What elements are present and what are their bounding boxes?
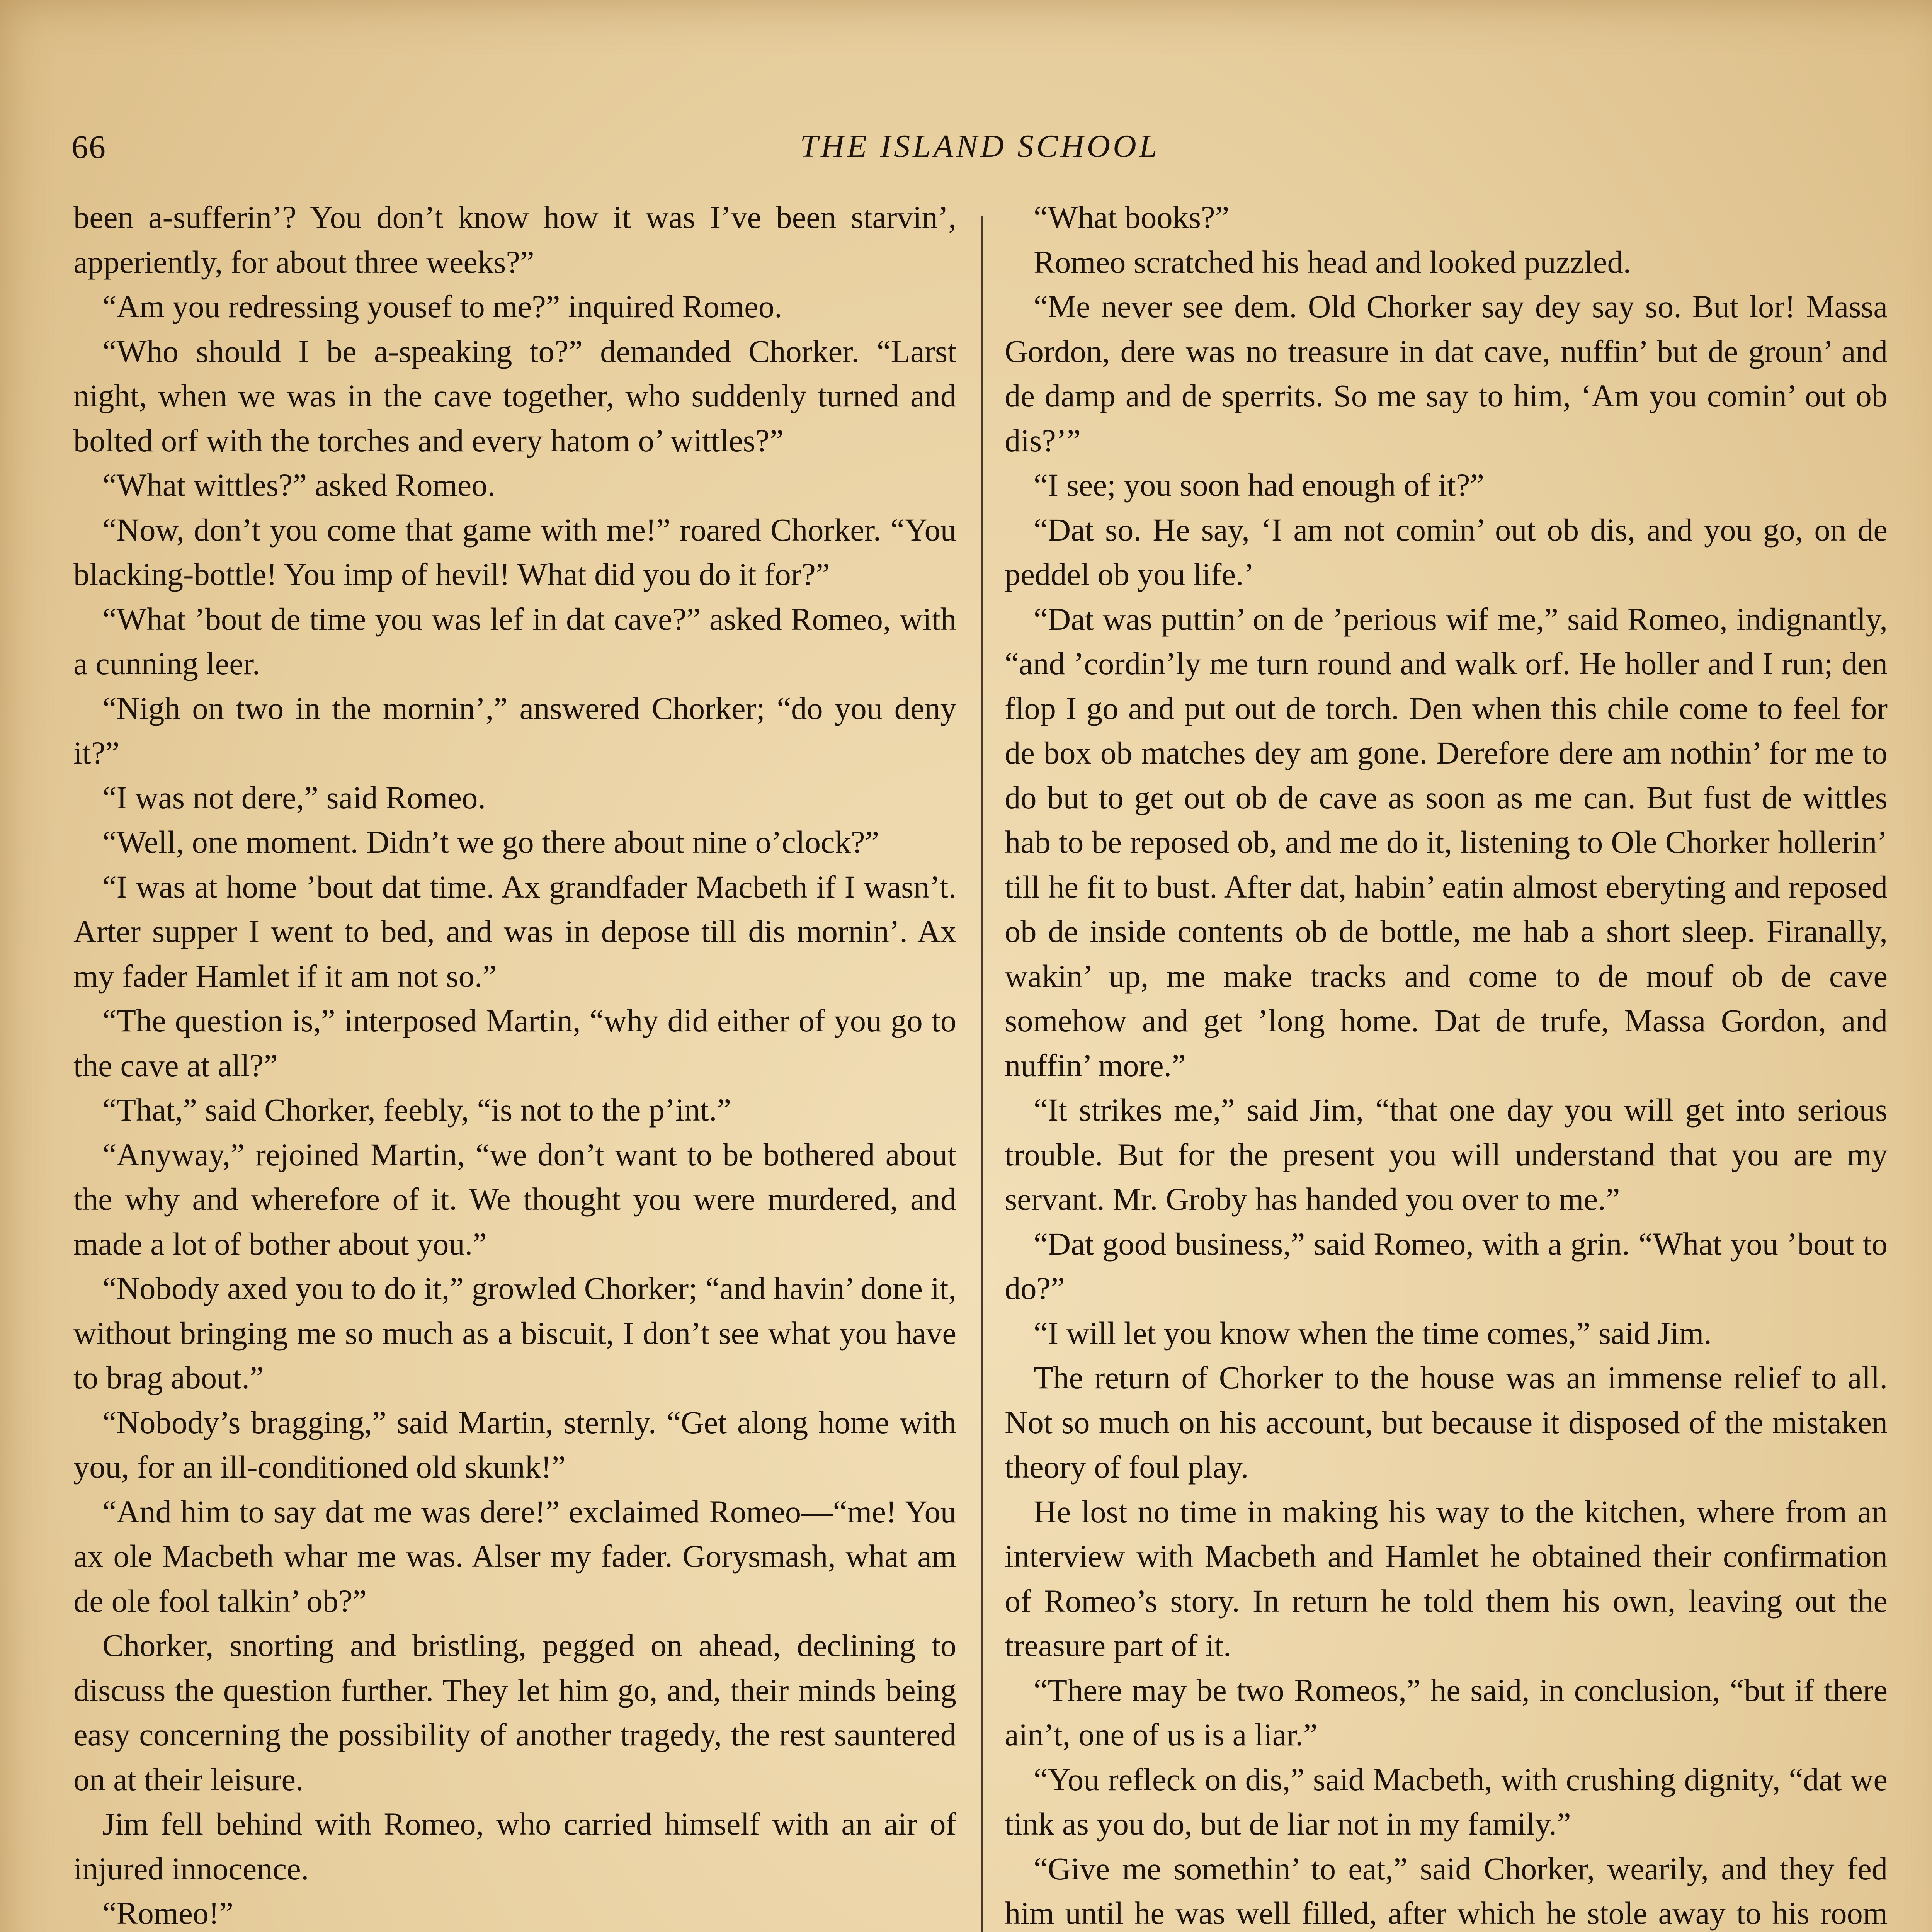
paragraph: “What books?” xyxy=(1034,199,1230,235)
paragraph: He lost no time in making his way to the kitchen, where from an interview with Macbeth and Hamlet he obtained their confirmation of Romeo’s story. In return he told them his own, leaving out the treasure part of it. xyxy=(1005,1493,1888,1663)
paragraph: Chorker, snorting and bristling, pegged on ahead, declining to discuss the question further. They let him go, and, their minds being easy concerning the possibility of another tragedy, the rest sauntered on at their leisure. xyxy=(73,1628,956,1797)
paragraph: The return of Chorker to the house was an immense relief to all. Not so much on his account, but because it disposed of the mistaken theory of foul play. xyxy=(1005,1360,1888,1485)
paragraph: “The question is,” interposed Martin, “why did either of you go to the cave at all?” xyxy=(73,1003,956,1083)
paragraph: “What wittles?” asked Romeo. xyxy=(102,467,496,503)
paragraph: “I was at home ’bout dat time. Ax grandfader Macbeth if I wasn’t. Arter supper I went to bed, and was in depose till dis mornin’. Ax my fader Hamlet if it am not so.” xyxy=(73,869,956,994)
paragraph: “Nigh on two in the mornin’,” answered Chorker; “do you deny it?” xyxy=(73,690,956,770)
paragraph: “What ’bout de time you was lef in dat cave?” asked Romeo, with a cunning leer. xyxy=(73,601,956,681)
paragraph: been a-sufferin’? You don’t know how it was I’ve been starvin’, apperiently, for about three weeks?” xyxy=(73,199,956,280)
paragraph: “Dat so. He say, ‘I am not comin’ out ob dis, and you go, on de peddel ob you life.’ xyxy=(1005,512,1888,592)
paragraph: “Romeo!” xyxy=(102,1895,234,1931)
paragraph: “Well, one moment. Didn’t we go there about nine o’clock?” xyxy=(102,824,879,860)
page-number: 66 xyxy=(71,128,106,165)
paragraph: “It strikes me,” said Jim, “that one day you will get into serious trouble. But for the present you will understand that you are my servant. Mr. Groby has handed you over to me.” xyxy=(1005,1092,1888,1217)
left-text-column xyxy=(73,195,956,1932)
paragraph: “That,” said Chorker, feebly, “is not to the p’int.” xyxy=(102,1092,731,1128)
paragraph: “Nobody axed you to do it,” growled Chorker; “and havin’ done it, without bringing me so much as a biscuit, I don’t see what you have to brag about.” xyxy=(73,1270,956,1395)
paragraph: “Who should I be a-speaking to?” demanded Chorker. “Larst night, when we was in the cave together, who suddenly turned and bolted orf with the torches and every hatom o’ wittles?” xyxy=(73,333,956,458)
running-title: THE ISLAND SCHOOL xyxy=(800,128,1160,164)
paragraph: “I see; you soon had enough of it?” xyxy=(1034,467,1485,503)
paragraph: “Dat good business,” said Romeo, with a grin. “What you ’bout to do?” xyxy=(1005,1226,1888,1306)
paragraph: “Me never see dem. Old Chorker say dey say so. But lor! Massa Gordon, dere was no treasure in dat cave, nuffin’ but de groun’ and de damp and de sperrits. So me say to him, ‘Am you comin’ out ob dis?’” xyxy=(1005,289,1888,458)
paragraph: “I will let you know when the time comes,” said Jim. xyxy=(1034,1315,1712,1351)
right-text-column xyxy=(1005,195,1888,1932)
paragraph: “There may be two Romeos,” he said, in conclusion, “but if there ain’t, one of us is a liar.” xyxy=(1005,1672,1888,1752)
column-divider xyxy=(981,216,983,1932)
paragraph: “Am you redressing yousef to me?” inquired Romeo. xyxy=(102,289,782,324)
paragraph: “Nobody’s bragging,” said Martin, sternly. “Get along home with you, for an ill-conditioned old skunk!” xyxy=(73,1404,956,1485)
paragraph: “Now, don’t you come that game with me!” roared Chorker. “You blacking-bottle! You imp of hevil! What did you do it for?” xyxy=(73,512,956,592)
paragraph: “I was not dere,” said Romeo. xyxy=(102,779,486,815)
paragraph: “Dat was puttin’ on de ’perious wif me,” said Romeo, indignantly, “and ’cordin’ly me turn round and walk orf. He holler and I run; den flop I go and put out de torch. Den when this chile come to feel for de box ob matches dey am gone. Derefore dere am nothin’ for me to do but to get out ob de cave as soon as me can. But fust de wittles hab to be reposed ob, and me do it, listening to Ole Chorker hollerin’ till he fit to bust. After dat, habin’ eatin almost eberyting and reposed ob de inside contents ob de bottle, me hab a short sleep. Firanally, wakin’ up, me make tracks and come to de mouf ob de cave somehow and get ’long home. Dat de trufe, Massa Gordon, and nuffin’ more.” xyxy=(1005,601,1888,1083)
paragraph: Romeo scratched his head and looked puzzled. xyxy=(1034,244,1631,280)
paragraph: “And him to say dat me was dere!” exclaimed Romeo—“me! You ax ole Macbeth whar me was. Alser my fader. Gorysmash, what am de ole fool talkin’ ob?” xyxy=(73,1493,956,1619)
paragraph: Jim fell behind with Romeo, who carried himself with an air of injured innocence. xyxy=(73,1806,956,1886)
paragraph: “You refleck on dis,” said Macbeth, with crushing dignity, “dat we tink as you do, but de liar not in my family.” xyxy=(1005,1761,1888,1842)
paragraph: “Give me somethin’ to eat,” said Chorker, wearily, and they fed him until he was well filled, after which he stole away to his room xyxy=(1005,1850,1888,1931)
paragraph: “Anyway,” rejoined Martin, “we don’t want to be bothered about the why and wherefore of it. We thought you were murdered, and made a lot of bother about you.” xyxy=(73,1136,956,1262)
